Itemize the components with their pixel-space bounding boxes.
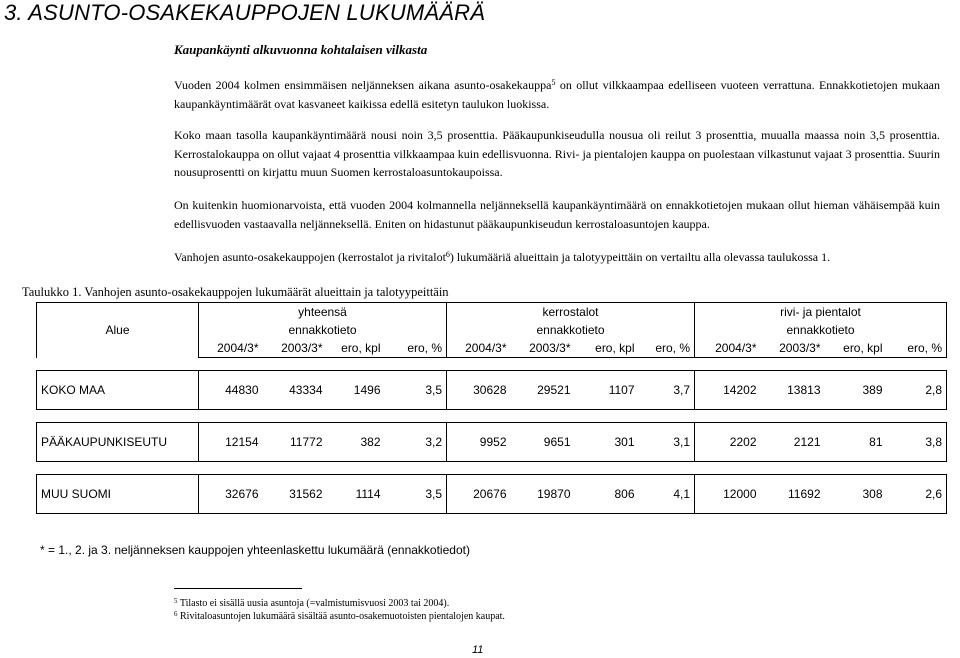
subheading: Kaupankäynti alkuvuonna kohtalaisen vilkasta <box>174 42 428 57</box>
cell: 29521 <box>511 371 575 410</box>
paragraph-4-text: Vanhojen asunto-osakekauppojen (kerrostalot ja rivitalot <box>174 250 446 264</box>
footnote-ref-5: 5 <box>551 78 556 87</box>
cell: 1107 <box>575 371 639 410</box>
paragraph-4 <box>174 248 940 267</box>
data-table <box>36 302 947 514</box>
column-header: ero, kpl <box>575 339 639 358</box>
cell: 4,1 <box>639 475 695 514</box>
cell: 2121 <box>761 423 825 462</box>
cell: 1114 <box>327 475 385 514</box>
paragraph-1-text-cont: on ollut vilkkaampaa edelliseen vuoteen verrattuna. Ennakkotietojen mukaan kaupankäyntimäärät ovat kasvaneet kaikissa edellä esitetyn taulukon luokissa. <box>174 78 940 111</box>
cell: 806 <box>575 475 639 514</box>
cell: 389 <box>825 371 887 410</box>
cell: 19870 <box>511 475 575 514</box>
column-header: 2003/3* <box>761 339 825 358</box>
area-header: Alue <box>105 323 130 338</box>
column-header: ero, kpl <box>327 339 385 358</box>
footnote-5 <box>174 597 449 610</box>
cell: 308 <box>825 475 887 514</box>
paragraph-3: On kuitenkin huomionarvoista, että vuoden 2004 kolmannella neljänneksellä kaupankäyntimäärä on ennakkotietojen mukaan ollut hieman vähäisempää kuin edellisvuoden vastaavalla neljänneksellä. Eniten on hidastunut pääkaupunkiseudun kerrostaloasuntojen kauppa. <box>174 198 940 231</box>
cell: 2,6 <box>887 475 947 514</box>
group-header-apartments: kerrostalot <box>447 303 695 322</box>
group-sub-apartments: ennakkotieto <box>447 321 695 339</box>
cell: 44830 <box>199 371 263 410</box>
group-sub-terraced: ennakkotieto <box>695 321 947 339</box>
cell: 13813 <box>761 371 825 410</box>
table-row <box>37 371 947 410</box>
paragraph-1-text: Vuoden 2004 kolmen ensimmäisen neljänneksen aikana asunto-osakekauppa <box>174 78 552 92</box>
paragraph-1 <box>174 76 940 113</box>
cell: 3,5 <box>385 371 447 410</box>
group-header-terraced: rivi- ja pientalot <box>695 303 947 322</box>
group-header-total: yhteensä <box>199 303 447 322</box>
row-area: KOKO MAA <box>37 371 199 410</box>
cell: 3,7 <box>639 371 695 410</box>
column-header: ero, % <box>887 339 947 358</box>
cell: 12154 <box>199 423 263 462</box>
cell: 43334 <box>263 371 327 410</box>
table-note: * = 1., 2. ja 3. neljänneksen kauppojen yhteenlaskettu lukumäärä (ennakkotiedot) <box>40 543 470 557</box>
column-header: 2004/3* <box>695 339 761 358</box>
cell: 1496 <box>327 371 385 410</box>
group-sub-total: ennakkotieto <box>288 323 357 337</box>
column-header: 2004/3* <box>447 339 511 358</box>
cell: 2,8 <box>887 371 947 410</box>
row-area: MUU SUOMI <box>37 475 199 514</box>
column-header: ero, kpl <box>825 339 887 358</box>
row-area: PÄÄKAUPUNKISEUTU <box>37 423 199 462</box>
column-header: 2003/3* <box>263 339 327 358</box>
footnote-6 <box>174 610 505 623</box>
column-header: 2003/3* <box>511 339 575 358</box>
cell: 30628 <box>447 371 511 410</box>
column-header: 2004/3* <box>199 339 263 358</box>
cell: 9952 <box>447 423 511 462</box>
cell: 9651 <box>511 423 575 462</box>
cell: 3,1 <box>639 423 695 462</box>
footnote-number: 5 <box>174 597 178 605</box>
cell: 11692 <box>761 475 825 514</box>
cell: 12000 <box>695 475 761 514</box>
footnote-text: Tilasto ei sisällä uusia asuntoja (=valmistumisvuosi 2003 tai 2004). <box>179 598 450 609</box>
paragraph-2: Koko maan tasolla kaupankäyntimäärä nousi noin 3,5 prosenttia. Pääkaupunkiseudulla nousua oli reilut 3 prosenttia, muualla maassa noin 3,5 prosenttia. Kerrostalokauppa on ollut vajaat 4 prosenttia vilkkaampaa kuin edellisvuonna. Rivi- ja pientalojen kauppa on puolestaan vilkastunut vajaat 3 prosenttia. Suurin nousuprosentti on kirjattu muun Suomen kerrostaloasuntokaupoissa. <box>174 128 940 179</box>
table-caption: Taulukko 1. Vanhojen asunto-osakekauppojen lukumäärät alueittain ja talotyypeittäin <box>22 285 449 299</box>
cell: 20676 <box>447 475 511 514</box>
area-header-cell <box>37 303 199 358</box>
table-row <box>37 475 947 514</box>
cell: 3,2 <box>385 423 447 462</box>
cell: 301 <box>575 423 639 462</box>
footnote-divider <box>174 588 302 589</box>
cell: 382 <box>327 423 385 462</box>
cell: 14202 <box>695 371 761 410</box>
footnote-number: 6 <box>174 610 178 618</box>
cell: 2202 <box>695 423 761 462</box>
column-header: ero, % <box>385 339 447 358</box>
column-header: ero, % <box>639 339 695 358</box>
cell: 32676 <box>199 475 263 514</box>
cell: 11772 <box>263 423 327 462</box>
section-heading: 3. ASUNTO-OSAKEKAUPPOJEN LUKUMÄÄRÄ <box>4 0 486 25</box>
footnote-text: Rivitaloasuntojen lukumäärä sisältää asunto-osakemuotoisten pientalojen kaupat. <box>180 611 505 622</box>
page-number: 11 <box>472 644 484 656</box>
paragraph-4-text-cont: ) lukumääriä alueittain ja talotyypeittäin on vertailtu alla olevassa taulukossa 1. <box>449 250 831 264</box>
table-row <box>37 423 947 462</box>
footnote-ref-6: 6 <box>445 250 450 259</box>
cell: 3,8 <box>887 423 947 462</box>
cell: 31562 <box>263 475 327 514</box>
cell: 3,5 <box>385 475 447 514</box>
cell: 81 <box>825 423 887 462</box>
